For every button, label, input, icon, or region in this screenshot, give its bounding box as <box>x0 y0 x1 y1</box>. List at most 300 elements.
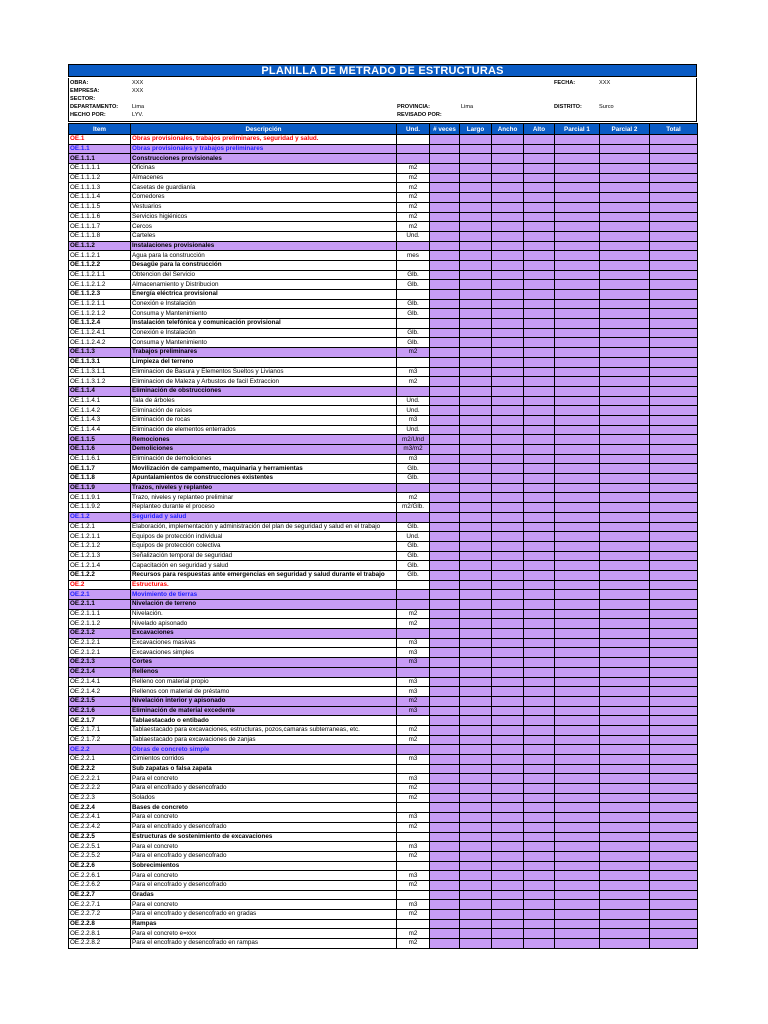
parcial-1-cell[interactable] <box>555 290 600 300</box>
parcial-2-cell[interactable] <box>600 842 650 852</box>
largo-cell[interactable] <box>460 512 492 522</box>
parcial-1-cell[interactable] <box>555 551 600 561</box>
largo-cell[interactable] <box>460 667 492 677</box>
total-cell[interactable] <box>650 561 698 571</box>
description-cell[interactable]: Tablaestacado o entibado <box>131 716 397 726</box>
veces-cell[interactable] <box>430 415 460 425</box>
item-cell[interactable]: OE.1.1.4.1 <box>69 396 131 406</box>
veces-cell[interactable] <box>430 580 460 590</box>
description-cell[interactable]: Para el concreto <box>131 813 397 823</box>
description-cell[interactable]: Para el encofrado y desencofrado en rampas <box>131 939 397 949</box>
ancho-cell[interactable] <box>492 580 524 590</box>
veces-cell[interactable] <box>430 851 460 861</box>
unit-cell[interactable]: m3 <box>397 813 430 823</box>
largo-cell[interactable] <box>460 784 492 794</box>
item-cell[interactable]: OE.2.1.4.1 <box>69 677 131 687</box>
parcial-1-cell[interactable] <box>555 764 600 774</box>
veces-cell[interactable] <box>430 319 460 329</box>
unit-cell[interactable]: m2 <box>397 784 430 794</box>
largo-cell[interactable] <box>460 658 492 668</box>
total-cell[interactable] <box>650 522 698 532</box>
parcial-2-cell[interactable] <box>600 464 650 474</box>
alto-cell[interactable] <box>524 813 555 823</box>
ancho-cell[interactable] <box>492 667 524 677</box>
parcial-1-cell[interactable] <box>555 667 600 677</box>
unit-cell[interactable]: Glb. <box>397 551 430 561</box>
alto-cell[interactable] <box>524 619 555 629</box>
alto-cell[interactable] <box>524 706 555 716</box>
total-cell[interactable] <box>650 367 698 377</box>
ancho-cell[interactable] <box>492 328 524 338</box>
alto-cell[interactable] <box>524 173 555 183</box>
item-cell[interactable]: OE.1.1.1.1 <box>69 164 131 174</box>
ancho-cell[interactable] <box>492 638 524 648</box>
total-cell[interactable] <box>650 696 698 706</box>
veces-cell[interactable] <box>430 910 460 920</box>
ancho-cell[interactable] <box>492 600 524 610</box>
item-cell[interactable]: OE.1.1.2.1.2 <box>69 280 131 290</box>
veces-cell[interactable] <box>430 483 460 493</box>
veces-cell[interactable] <box>430 861 460 871</box>
parcial-1-cell[interactable] <box>555 900 600 910</box>
item-cell[interactable]: OE.1.1.2.1 <box>69 251 131 261</box>
alto-cell[interactable] <box>524 725 555 735</box>
description-cell[interactable]: Tala de árboles <box>131 396 397 406</box>
largo-cell[interactable] <box>460 541 492 551</box>
largo-cell[interactable] <box>460 629 492 639</box>
departamento-value[interactable]: Lima <box>132 104 145 110</box>
alto-cell[interactable] <box>524 793 555 803</box>
ancho-cell[interactable] <box>492 493 524 503</box>
largo-cell[interactable] <box>460 425 492 435</box>
alto-cell[interactable] <box>524 483 555 493</box>
parcial-1-cell[interactable] <box>555 629 600 639</box>
alto-cell[interactable] <box>524 832 555 842</box>
unit-cell[interactable]: m3 <box>397 677 430 687</box>
veces-cell[interactable] <box>430 619 460 629</box>
item-cell[interactable]: OE.2.2.4 <box>69 803 131 813</box>
total-cell[interactable] <box>650 193 698 203</box>
alto-cell[interactable] <box>524 880 555 890</box>
unit-cell[interactable] <box>397 803 430 813</box>
unit-cell[interactable]: m3 <box>397 415 430 425</box>
ancho-cell[interactable] <box>492 435 524 445</box>
ancho-cell[interactable] <box>492 774 524 784</box>
description-cell[interactable]: Comedores <box>131 193 397 203</box>
total-cell[interactable] <box>650 638 698 648</box>
alto-cell[interactable] <box>524 367 555 377</box>
parcial-1-cell[interactable] <box>555 299 600 309</box>
item-cell[interactable]: OE.1.1.8 <box>69 474 131 484</box>
parcial-2-cell[interactable] <box>600 745 650 755</box>
item-cell[interactable]: OE.2 <box>69 580 131 590</box>
unit-cell[interactable]: m2 <box>397 173 430 183</box>
parcial-2-cell[interactable] <box>600 561 650 571</box>
alto-cell[interactable] <box>524 415 555 425</box>
unit-cell[interactable] <box>397 745 430 755</box>
description-cell[interactable]: Sobrecimientos <box>131 861 397 871</box>
item-cell[interactable]: OE.1.1.2.4.2 <box>69 338 131 348</box>
ancho-cell[interactable] <box>492 319 524 329</box>
largo-cell[interactable] <box>460 609 492 619</box>
ancho-cell[interactable] <box>492 619 524 629</box>
description-cell[interactable]: Vestuarios <box>131 202 397 212</box>
item-cell[interactable]: OE.1.1.4.3 <box>69 415 131 425</box>
description-cell[interactable]: Obras de concreto simple <box>131 745 397 755</box>
item-cell[interactable]: OE.1.1.2.4.1 <box>69 328 131 338</box>
total-cell[interactable] <box>650 619 698 629</box>
ancho-cell[interactable] <box>492 687 524 697</box>
total-cell[interactable] <box>650 871 698 881</box>
description-cell[interactable]: Excavaciones simples <box>131 648 397 658</box>
parcial-2-cell[interactable] <box>600 609 650 619</box>
description-cell[interactable]: Eliminación de rocas <box>131 415 397 425</box>
parcial-1-cell[interactable] <box>555 193 600 203</box>
parcial-1-cell[interactable] <box>555 803 600 813</box>
parcial-1-cell[interactable] <box>555 222 600 232</box>
alto-cell[interactable] <box>524 406 555 416</box>
veces-cell[interactable] <box>430 735 460 745</box>
total-cell[interactable] <box>650 299 698 309</box>
alto-cell[interactable] <box>524 222 555 232</box>
unit-cell[interactable]: Glb. <box>397 270 430 280</box>
largo-cell[interactable] <box>460 435 492 445</box>
alto-cell[interactable] <box>524 600 555 610</box>
total-cell[interactable] <box>650 348 698 358</box>
ancho-cell[interactable] <box>492 658 524 668</box>
ancho-cell[interactable] <box>492 251 524 261</box>
unit-cell[interactable]: Glb. <box>397 309 430 319</box>
ancho-cell[interactable] <box>492 512 524 522</box>
unit-cell[interactable]: m3 <box>397 774 430 784</box>
description-cell[interactable]: Energía eléctrica provisional <box>131 290 397 300</box>
description-cell[interactable]: Conexión e Instalación <box>131 299 397 309</box>
description-cell[interactable]: Nivelado apisonado <box>131 619 397 629</box>
parcial-1-cell[interactable] <box>555 415 600 425</box>
ancho-cell[interactable] <box>492 309 524 319</box>
unit-cell[interactable] <box>397 357 430 367</box>
unit-cell[interactable]: m3 <box>397 900 430 910</box>
item-cell[interactable]: OE.1.1.9 <box>69 483 131 493</box>
parcial-1-cell[interactable] <box>555 135 600 145</box>
unit-cell[interactable] <box>397 241 430 251</box>
alto-cell[interactable] <box>524 251 555 261</box>
alto-cell[interactable] <box>524 541 555 551</box>
veces-cell[interactable] <box>430 522 460 532</box>
unit-cell[interactable]: Und. <box>397 396 430 406</box>
distrito-value[interactable]: Surco <box>599 104 614 110</box>
parcial-2-cell[interactable] <box>600 231 650 241</box>
description-cell[interactable]: Eliminación de raíces <box>131 406 397 416</box>
parcial-1-cell[interactable] <box>555 822 600 832</box>
parcial-2-cell[interactable] <box>600 144 650 154</box>
largo-cell[interactable] <box>460 696 492 706</box>
parcial-2-cell[interactable] <box>600 638 650 648</box>
alto-cell[interactable] <box>524 386 555 396</box>
total-cell[interactable] <box>650 241 698 251</box>
alto-cell[interactable] <box>524 561 555 571</box>
item-cell[interactable]: OE.1.1.1.2 <box>69 173 131 183</box>
item-cell[interactable]: OE.2.2.6.1 <box>69 871 131 881</box>
largo-cell[interactable] <box>460 290 492 300</box>
parcial-1-cell[interactable] <box>555 406 600 416</box>
description-cell[interactable]: Capacitación en seguridad y salud <box>131 561 397 571</box>
alto-cell[interactable] <box>524 522 555 532</box>
parcial-1-cell[interactable] <box>555 357 600 367</box>
total-cell[interactable] <box>650 677 698 687</box>
alto-cell[interactable] <box>524 871 555 881</box>
veces-cell[interactable] <box>430 725 460 735</box>
total-cell[interactable] <box>650 551 698 561</box>
ancho-cell[interactable] <box>492 561 524 571</box>
unit-cell[interactable] <box>397 600 430 610</box>
unit-cell[interactable] <box>397 319 430 329</box>
item-cell[interactable]: OE.1.1.3.1 <box>69 357 131 367</box>
parcial-2-cell[interactable] <box>600 299 650 309</box>
item-cell[interactable]: OE.1.2.1.4 <box>69 561 131 571</box>
item-cell[interactable]: OE.1.2.1 <box>69 522 131 532</box>
item-cell[interactable]: OE.1.1.1.4 <box>69 193 131 203</box>
veces-cell[interactable] <box>430 784 460 794</box>
alto-cell[interactable] <box>524 532 555 542</box>
largo-cell[interactable] <box>460 580 492 590</box>
item-cell[interactable]: OE.2.2.1 <box>69 755 131 765</box>
largo-cell[interactable] <box>460 822 492 832</box>
veces-cell[interactable] <box>430 425 460 435</box>
hecho-value[interactable]: LYV. <box>132 112 144 118</box>
item-cell[interactable]: OE.1.2.2 <box>69 570 131 580</box>
total-cell[interactable] <box>650 173 698 183</box>
largo-cell[interactable] <box>460 164 492 174</box>
unit-cell[interactable]: m3 <box>397 842 430 852</box>
item-cell[interactable]: OE.2.2.6.2 <box>69 880 131 890</box>
parcial-2-cell[interactable] <box>600 890 650 900</box>
largo-cell[interactable] <box>460 357 492 367</box>
largo-cell[interactable] <box>460 493 492 503</box>
item-cell[interactable]: OE.2.1.5 <box>69 696 131 706</box>
total-cell[interactable] <box>650 231 698 241</box>
unit-cell[interactable]: m2/Und <box>397 435 430 445</box>
description-cell[interactable]: Gradas <box>131 890 397 900</box>
description-cell[interactable]: Conexión e Instalación <box>131 328 397 338</box>
parcial-1-cell[interactable] <box>555 512 600 522</box>
parcial-2-cell[interactable] <box>600 687 650 697</box>
unit-cell[interactable]: Und. <box>397 406 430 416</box>
description-cell[interactable]: Excavaciones masivas <box>131 638 397 648</box>
parcial-1-cell[interactable] <box>555 445 600 455</box>
total-cell[interactable] <box>650 377 698 387</box>
parcial-1-cell[interactable] <box>555 832 600 842</box>
alto-cell[interactable] <box>524 687 555 697</box>
total-cell[interactable] <box>650 541 698 551</box>
largo-cell[interactable] <box>460 406 492 416</box>
item-cell[interactable]: OE.1.1.6.1 <box>69 454 131 464</box>
parcial-1-cell[interactable] <box>555 251 600 261</box>
item-cell[interactable]: OE.1.1.2.3 <box>69 290 131 300</box>
parcial-2-cell[interactable] <box>600 241 650 251</box>
total-cell[interactable] <box>650 667 698 677</box>
veces-cell[interactable] <box>430 755 460 765</box>
ancho-cell[interactable] <box>492 406 524 416</box>
ancho-cell[interactable] <box>492 222 524 232</box>
alto-cell[interactable] <box>524 280 555 290</box>
parcial-2-cell[interactable] <box>600 396 650 406</box>
total-cell[interactable] <box>650 290 698 300</box>
item-cell[interactable]: OE.1.1.1.8 <box>69 231 131 241</box>
parcial-2-cell[interactable] <box>600 532 650 542</box>
ancho-cell[interactable] <box>492 212 524 222</box>
description-cell[interactable]: Estructuras de sostenimiento de excavaciones <box>131 832 397 842</box>
parcial-2-cell[interactable] <box>600 445 650 455</box>
parcial-2-cell[interactable] <box>600 764 650 774</box>
unit-cell[interactable]: m2 <box>397 609 430 619</box>
parcial-1-cell[interactable] <box>555 648 600 658</box>
item-cell[interactable]: OE.2.2.5.2 <box>69 851 131 861</box>
largo-cell[interactable] <box>460 910 492 920</box>
parcial-2-cell[interactable] <box>600 425 650 435</box>
veces-cell[interactable] <box>430 919 460 929</box>
ancho-cell[interactable] <box>492 357 524 367</box>
total-cell[interactable] <box>650 861 698 871</box>
parcial-2-cell[interactable] <box>600 270 650 280</box>
unit-cell[interactable]: m2 <box>397 939 430 949</box>
description-cell[interactable]: Para el encofrado y desencofrado <box>131 851 397 861</box>
largo-cell[interactable] <box>460 474 492 484</box>
item-cell[interactable]: OE.2.2.6 <box>69 861 131 871</box>
unit-cell[interactable]: m2 <box>397 793 430 803</box>
largo-cell[interactable] <box>460 706 492 716</box>
total-cell[interactable] <box>650 813 698 823</box>
largo-cell[interactable] <box>460 900 492 910</box>
largo-cell[interactable] <box>460 532 492 542</box>
parcial-1-cell[interactable] <box>555 202 600 212</box>
ancho-cell[interactable] <box>492 725 524 735</box>
unit-cell[interactable]: Und. <box>397 532 430 542</box>
veces-cell[interactable] <box>430 822 460 832</box>
ancho-cell[interactable] <box>492 522 524 532</box>
item-cell[interactable]: OE.2.1.4 <box>69 667 131 677</box>
ancho-cell[interactable] <box>492 173 524 183</box>
unit-cell[interactable]: Glb. <box>397 280 430 290</box>
ancho-cell[interactable] <box>492 793 524 803</box>
parcial-2-cell[interactable] <box>600 541 650 551</box>
total-cell[interactable] <box>650 755 698 765</box>
parcial-1-cell[interactable] <box>555 609 600 619</box>
unit-cell[interactable] <box>397 919 430 929</box>
total-cell[interactable] <box>650 280 698 290</box>
veces-cell[interactable] <box>430 745 460 755</box>
item-cell[interactable]: OE.2.2 <box>69 745 131 755</box>
parcial-2-cell[interactable] <box>600 784 650 794</box>
unit-cell[interactable]: m3 <box>397 367 430 377</box>
alto-cell[interactable] <box>524 774 555 784</box>
description-cell[interactable]: Instalaciones provisionales <box>131 241 397 251</box>
item-cell[interactable]: OE.1.1.3.1.2 <box>69 377 131 387</box>
item-cell[interactable]: OE.1.1.2 <box>69 241 131 251</box>
veces-cell[interactable] <box>430 900 460 910</box>
parcial-1-cell[interactable] <box>555 522 600 532</box>
unit-cell[interactable]: m2 <box>397 696 430 706</box>
veces-cell[interactable] <box>430 813 460 823</box>
largo-cell[interactable] <box>460 890 492 900</box>
ancho-cell[interactable] <box>492 367 524 377</box>
item-cell[interactable]: OE.1.1.1.5 <box>69 202 131 212</box>
alto-cell[interactable] <box>524 474 555 484</box>
largo-cell[interactable] <box>460 561 492 571</box>
parcial-2-cell[interactable] <box>600 222 650 232</box>
parcial-2-cell[interactable] <box>600 377 650 387</box>
parcial-2-cell[interactable] <box>600 260 650 270</box>
description-cell[interactable]: Trazos, niveles y replanteo <box>131 483 397 493</box>
parcial-1-cell[interactable] <box>555 377 600 387</box>
parcial-1-cell[interactable] <box>555 910 600 920</box>
item-cell[interactable]: OE.2.1.7.1 <box>69 725 131 735</box>
parcial-2-cell[interactable] <box>600 851 650 861</box>
item-cell[interactable]: OE.1.1.2.1.2 <box>69 309 131 319</box>
parcial-2-cell[interactable] <box>600 503 650 513</box>
alto-cell[interactable] <box>524 493 555 503</box>
item-cell[interactable]: OE.2.1.6 <box>69 706 131 716</box>
item-cell[interactable]: OE.2.2.2 <box>69 764 131 774</box>
largo-cell[interactable] <box>460 212 492 222</box>
ancho-cell[interactable] <box>492 338 524 348</box>
total-cell[interactable] <box>650 774 698 784</box>
provincia-value[interactable]: Lima <box>461 104 474 110</box>
largo-cell[interactable] <box>460 939 492 949</box>
total-cell[interactable] <box>650 745 698 755</box>
parcial-2-cell[interactable] <box>600 367 650 377</box>
unit-cell[interactable]: Und. <box>397 231 430 241</box>
largo-cell[interactable] <box>460 803 492 813</box>
parcial-1-cell[interactable] <box>555 590 600 600</box>
item-cell[interactable]: OE.1.1.1.7 <box>69 222 131 232</box>
item-cell[interactable]: OE.2.2.2.2 <box>69 784 131 794</box>
item-cell[interactable]: OE.2.1.1.2 <box>69 619 131 629</box>
unit-cell[interactable]: m2 <box>397 348 430 358</box>
largo-cell[interactable] <box>460 270 492 280</box>
largo-cell[interactable] <box>460 135 492 145</box>
parcial-1-cell[interactable] <box>555 871 600 881</box>
item-cell[interactable]: OE.2.1.1.1 <box>69 609 131 619</box>
parcial-1-cell[interactable] <box>555 677 600 687</box>
parcial-1-cell[interactable] <box>555 842 600 852</box>
description-cell[interactable]: Consuma y Mantenimiento <box>131 309 397 319</box>
total-cell[interactable] <box>650 493 698 503</box>
alto-cell[interactable] <box>524 319 555 329</box>
ancho-cell[interactable] <box>492 445 524 455</box>
ancho-cell[interactable] <box>492 154 524 164</box>
veces-cell[interactable] <box>430 880 460 890</box>
item-cell[interactable]: OE.2.2.3 <box>69 793 131 803</box>
alto-cell[interactable] <box>524 609 555 619</box>
parcial-1-cell[interactable] <box>555 260 600 270</box>
veces-cell[interactable] <box>430 541 460 551</box>
ancho-cell[interactable] <box>492 386 524 396</box>
description-cell[interactable]: Obras provisionales, trabajos preliminares, seguridad y salud. <box>131 135 397 145</box>
ancho-cell[interactable] <box>492 871 524 881</box>
largo-cell[interactable] <box>460 173 492 183</box>
veces-cell[interactable] <box>430 832 460 842</box>
alto-cell[interactable] <box>524 445 555 455</box>
parcial-1-cell[interactable] <box>555 309 600 319</box>
total-cell[interactable] <box>650 803 698 813</box>
veces-cell[interactable] <box>430 222 460 232</box>
parcial-2-cell[interactable] <box>600 900 650 910</box>
total-cell[interactable] <box>650 570 698 580</box>
total-cell[interactable] <box>650 648 698 658</box>
veces-cell[interactable] <box>430 929 460 939</box>
unit-cell[interactable]: m2 <box>397 222 430 232</box>
